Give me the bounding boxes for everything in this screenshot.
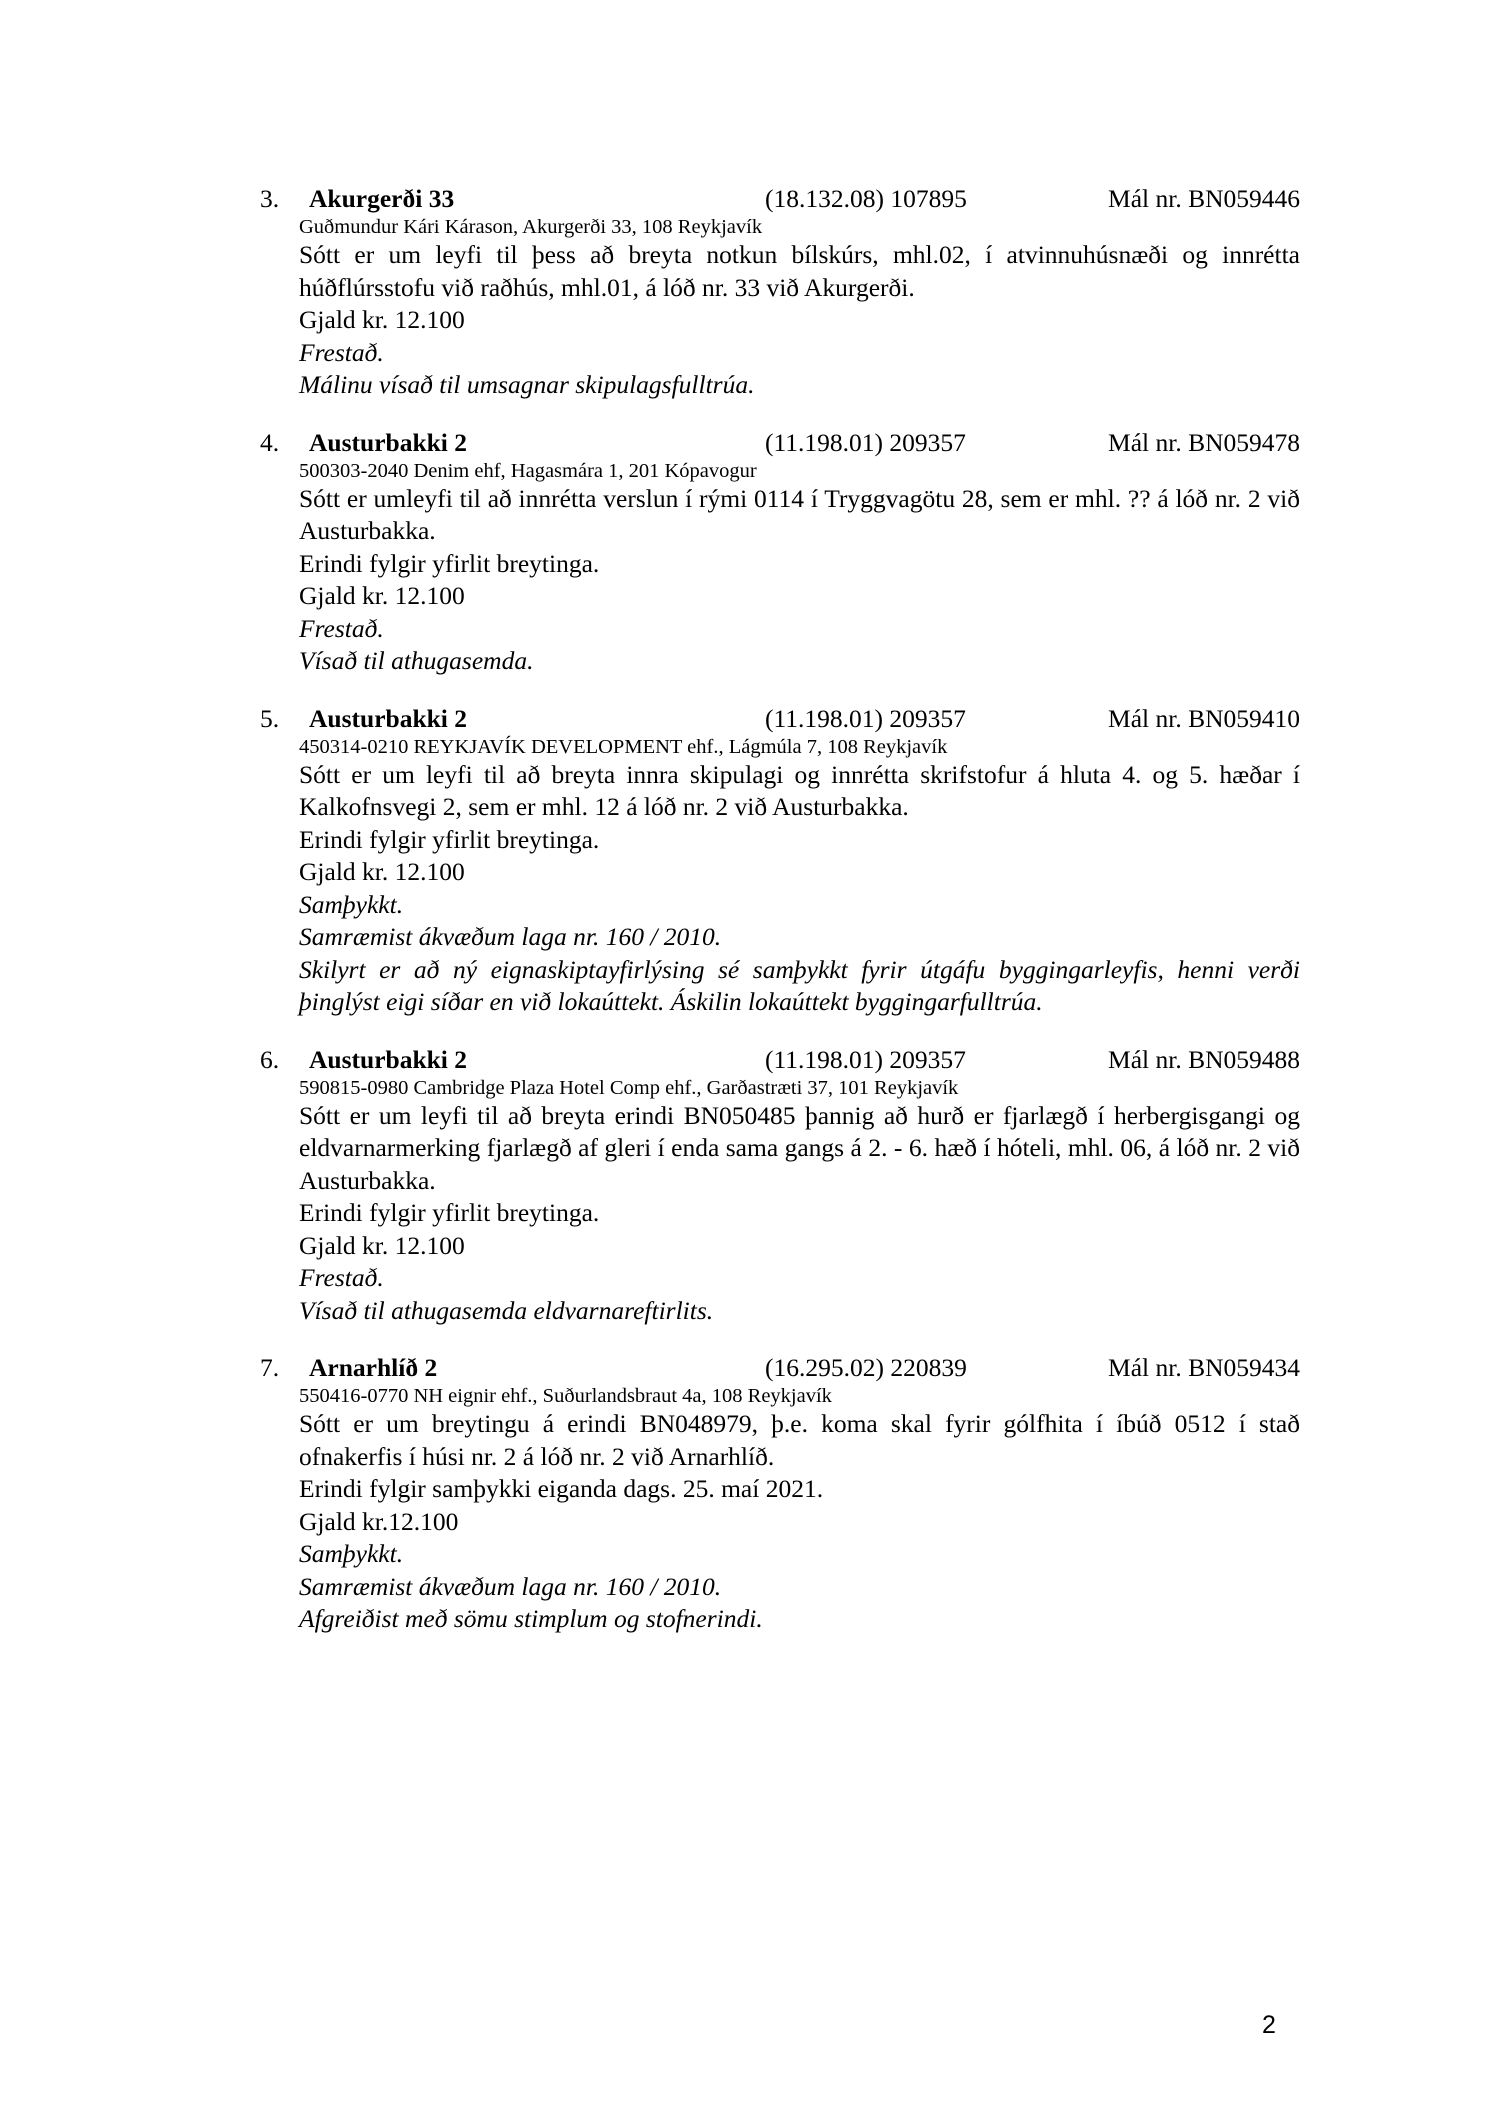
lot-number: (11.198.01) 209357	[765, 427, 966, 457]
lot-number: (18.132.08) 107895	[765, 184, 967, 213]
decision: Samþykkt.	[299, 1539, 404, 1568]
application-description: Sótt er um leyfi til þess að breyta notkun bílskúrs, mhl.02, í atvinnuhúsnæði og innrétta húðflúrsstofu við raðhús, mhl.01, á lóð nr. 33 við Akurgerði.	[299, 240, 1300, 302]
entry-number: 6.	[260, 1044, 280, 1074]
property-address: Austurbakki 2	[309, 427, 468, 457]
decision-note: Vísað til athugasemda.	[299, 646, 534, 675]
entry-header	[260, 1351, 1300, 1384]
decision-note: Vísað til athugasemda eldvarnareftirlits.	[299, 1295, 714, 1325]
entry-body	[299, 459, 1300, 678]
applicant: 550416-0770 NH eignir ehf., Suðurlandsbraut 4a, 108 Reykjavík	[299, 1385, 832, 1407]
case-entry	[260, 182, 1300, 402]
page-number: 2	[1262, 2011, 1276, 2039]
entry-number: 4.	[260, 427, 280, 457]
property-address: Austurbakki 2	[309, 703, 468, 733]
law-compliance: Samræmist ákvæðum laga nr. 160 / 2010.	[299, 922, 722, 951]
applicant: Guðmundur Kári Kárason, Akurgerði 33, 108 Reykjavík	[299, 216, 763, 238]
attachment-note: Erindi fylgir yfirlit breytinga.	[299, 1198, 600, 1227]
decision-note: Málinu vísað til umsagnar skipulagsfulltrúa.	[299, 370, 755, 399]
fee: Gjald kr. 12.100	[299, 857, 465, 886]
decision: Samþykkt.	[299, 889, 404, 919]
entry-body	[299, 215, 1300, 402]
entry-number: 3.	[260, 184, 280, 213]
entry-body	[299, 1076, 1300, 1328]
applicant: 450314-0210 REYKJAVÍK DEVELOPMENT ehf., Lágmúla 7, 108 Reykjavík	[299, 735, 948, 758]
entry-body	[299, 1384, 1300, 1636]
meeting-minutes-content	[260, 182, 1300, 1660]
lot-number: (11.198.01) 209357	[765, 1044, 966, 1074]
case-number: Mál nr. BN059446	[1108, 184, 1300, 213]
applicant: 500303-2040 Denim ehf, Hagasmára 1, 201 Kópavogur	[299, 459, 757, 482]
fee: Gjald kr. 12.100	[299, 581, 465, 610]
applicant: 590815-0980 Cambridge Plaza Hotel Comp ehf., Garðastræti 37, 101 Reykjavík	[299, 1076, 959, 1099]
case-entry	[260, 1043, 1300, 1328]
case-entry	[260, 702, 1300, 1019]
property-address: Akurgerði 33	[309, 184, 455, 213]
entry-header	[260, 182, 1300, 215]
application-description: Sótt er um leyfi til að breyta erindi BN050485 þannig að hurð er fjarlægð í herbergisgangi og eldvarnarmerking fjarlægð af gleri í enda sama gangs á 2. - 6. hæð í hóteli, mhl. 06, á lóð nr. 2 við Austurbakka.	[299, 1100, 1300, 1195]
fee: Gjald kr.12.100	[299, 1506, 459, 1536]
attachment-note: Erindi fylgir samþykki eiganda dags. 25. maí 2021.	[299, 1474, 824, 1503]
case-number: Mál nr. BN059488	[1108, 1044, 1300, 1074]
fee: Gjald kr. 12.100	[299, 305, 465, 334]
property-address: Austurbakki 2	[309, 1044, 468, 1074]
lot-number: (11.198.01) 209357	[765, 703, 966, 733]
decision: Frestað.	[299, 337, 384, 367]
application-description: Sótt er umleyfi til að innrétta verslun í rými 0114 í Tryggvagötu 28, sem er mhl. ?? á lóð nr. 2 við Austurbakka.	[299, 483, 1300, 545]
application-description: Sótt er um breytingu á erindi BN048979, þ.e. koma skal fyrir gólfhita í íbúð 0512 í stað ofnakerfis í húsi nr. 2 á lóð nr. 2 við Arnarhlíð.	[299, 1409, 1300, 1471]
case-entry	[260, 426, 1300, 678]
entry-body	[299, 735, 1300, 1019]
case-number: Mál nr. BN059434	[1108, 1353, 1300, 1382]
decision-condition: Skilyrt er að ný eignaskiptayfirlýsing sé samþykkt fyrir útgáfu byggingarleyfis, henni verði þinglýst eigi síðar en við lokaúttekt. Áskilin lokaúttekt byggingarfulltrúa.	[299, 954, 1300, 1016]
decision-note: Afgreiðist með sömu stimplum og stofnerindi.	[299, 1604, 763, 1633]
lot-number: (16.295.02) 220839	[765, 1353, 967, 1382]
decision: Frestað.	[299, 613, 384, 643]
attachment-note: Erindi fylgir yfirlit breytinga.	[299, 824, 600, 854]
fee: Gjald kr. 12.100	[299, 1230, 465, 1260]
entry-header	[260, 1043, 1300, 1076]
entry-header	[260, 702, 1300, 735]
law-compliance: Samræmist ákvæðum laga nr. 160 / 2010.	[299, 1571, 722, 1601]
property-address: Arnarhlíð 2	[309, 1353, 438, 1382]
entry-number: 7.	[260, 1353, 280, 1382]
case-number: Mál nr. BN059478	[1108, 427, 1300, 457]
entry-header	[260, 426, 1300, 459]
decision: Frestað.	[299, 1263, 384, 1292]
case-entry	[260, 1351, 1300, 1636]
attachment-note: Erindi fylgir yfirlit breytinga.	[299, 548, 600, 578]
entry-number: 5.	[260, 703, 280, 733]
application-description: Sótt er um leyfi til að breyta innra skipulagi og innrétta skrifstofur á hluta 4. og 5. hæðar í Kalkofnsvegi 2, sem er mhl. 12 á lóð nr. 2 við Austurbakka.	[299, 759, 1300, 821]
case-number: Mál nr. BN059410	[1108, 703, 1300, 733]
